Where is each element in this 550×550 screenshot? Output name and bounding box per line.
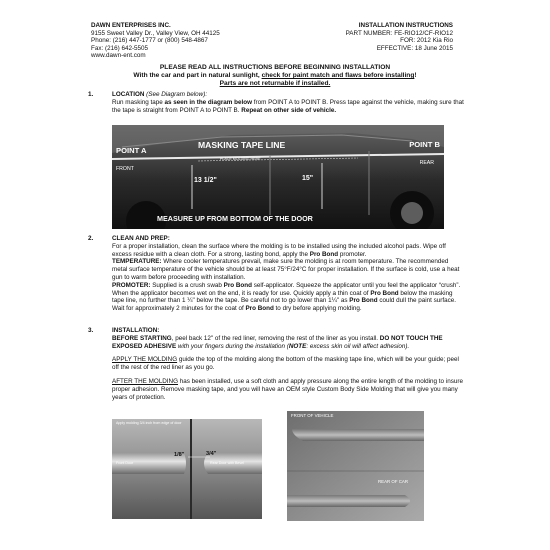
s3-text-d: with your fingers during the installation ( xyxy=(176,342,289,350)
point-a-label: POINT A xyxy=(116,146,147,155)
door-gap-photo xyxy=(112,419,262,519)
section-1-title xyxy=(112,91,464,99)
masking-tape-label: MASKING TAPE LINE xyxy=(198,140,286,150)
company-web[interactable]: www.dawn-ent.com xyxy=(91,52,146,60)
company-phone: Phone: (216) 447-1777 or (800) 548-4867 xyxy=(91,37,208,45)
doc-title: INSTALLATION INSTRUCTIONS xyxy=(358,22,453,29)
notice-line-2a: With the car and part in natural sunlight, xyxy=(133,72,262,79)
s2-text-c: promoter. xyxy=(338,250,367,258)
section-3-para-3 xyxy=(112,378,464,401)
s3-after-text: has been installed, use a soft cloth and apply pressure along the entire length of the molding to insure proper adhesion. Remove masking tape, and you will have an OEM style Custom Body Side Molding that will give you many years of protection. xyxy=(112,377,463,401)
s1-text-a: Run masking tape xyxy=(112,98,165,106)
notice-line-1: PLEASE READ ALL INSTRUCTIONS BEFORE BEGINNING INSTALLATION xyxy=(159,64,391,71)
s3-after-label: AFTER THE MOLDING xyxy=(112,377,179,385)
promoter-b: Pro Bond xyxy=(223,281,252,289)
promoter-c: self-applicator. Squeeze the applicator until you feel the applicator “crush”. When the applicator becomes wet on the end, it is ready for use. Quickly apply a thin coat of xyxy=(112,281,461,297)
rear-door-label: Rear Door with Bevel xyxy=(210,461,244,465)
front-label: FRONT xyxy=(116,166,134,172)
promoter-h: Pro Bond xyxy=(245,305,274,313)
s3-text-c: DO NOT TOUCH THE EXPOSED ADHESIVE xyxy=(112,334,443,350)
section-2-promoter xyxy=(112,282,464,313)
s3-text-f: : excess skin oil will affect adhesion). xyxy=(306,342,410,350)
measure-13-5: 13 1/2" xyxy=(194,177,217,184)
left-photo-caption: Apply molding 3/4 inch from edge of door xyxy=(116,421,182,425)
molding-end-photo xyxy=(287,411,424,521)
rear-label: REAR xyxy=(419,160,434,166)
measure-instruction: MEASURE UP FROM BOTTOM OF THE DOOR xyxy=(157,214,313,223)
promoter-f: Pro Bond xyxy=(349,297,378,305)
molding-end-illustration xyxy=(287,411,424,521)
promoter-a: Supplied is a crush swab xyxy=(150,281,224,289)
place-molding-label: PLACE MOLDING HERE xyxy=(220,157,261,161)
section-1-heading: LOCATION xyxy=(112,91,145,98)
point-b-label: POINT B xyxy=(409,140,440,149)
part-number: PART NUMBER: FE-RIO12/CF-RIO12 xyxy=(345,29,453,37)
section-3-para-2 xyxy=(112,356,464,372)
s1-text-d: Repeat on other side of vehicle. xyxy=(241,106,337,114)
promoter-d: Pro Bond xyxy=(370,289,399,297)
s3-text-e: NOTE xyxy=(288,342,307,350)
s3-text-b: , peel back 12" of the red liner, removing the rest of the liner as you install. xyxy=(171,334,380,342)
s2-text-b: Pro Bond xyxy=(309,250,339,258)
section-2-temperature xyxy=(112,258,464,281)
rear-of-car-label: REAR OF CAR xyxy=(377,479,408,484)
section-2-number: 2. xyxy=(88,235,94,242)
company-name: DAWN ENTERPRISES INC. xyxy=(91,22,171,29)
vehicle-fit: FOR: 2012 Kia Rio xyxy=(400,37,453,45)
temperature-label: TEMPERATURE: xyxy=(112,258,162,266)
section-2 xyxy=(112,235,464,313)
section-1 xyxy=(112,91,464,114)
effective-date: EFFECTIVE: 18 June 2015 xyxy=(376,44,453,52)
notice-line-2b: check for paint match and flaws before installing xyxy=(261,72,415,79)
section-1-heading-note: (See Diagram below): xyxy=(144,91,208,98)
section-2-para-1 xyxy=(112,243,464,259)
promoter-i: to dry before applying molding. xyxy=(273,305,362,313)
s1-text-b: as seen in the diagram below xyxy=(164,98,252,106)
section-3-number: 3. xyxy=(88,327,94,334)
company-fax: Fax: (216) 642-5505 xyxy=(91,44,149,52)
section-1-number: 1. xyxy=(88,91,94,98)
section-3-para-1 xyxy=(112,335,464,351)
company-block xyxy=(91,22,220,60)
front-door-label: Front Door xyxy=(116,461,134,465)
company-address: 9155 Sweet Valley Dr., Valley View, OH 44125 xyxy=(91,29,220,37)
notice-line-2 xyxy=(0,72,550,80)
promoter-label: PROMOTER: xyxy=(112,281,151,289)
section-2-heading: CLEAN AND PREP: xyxy=(112,235,170,242)
s3-apply-label: APPLY THE MOLDING xyxy=(112,356,178,364)
measure-15: 15" xyxy=(302,175,314,182)
section-3-heading: INSTALLATION: xyxy=(112,327,160,334)
gap-three-quarter-label: 3/4" xyxy=(206,451,217,457)
temperature-text: Where cooler temperatures prevail, make sure the molding is at room temperature. The recommended metal surface temperature of the vehicle should be at least 75°F/24°C for proper installation. If the surface is cold, use a heat gun to warm before proceeding with installation. xyxy=(112,258,460,281)
front-of-vehicle-label: FRONT OF VEHICLE xyxy=(291,413,334,418)
location-diagram xyxy=(112,125,444,229)
promoter-g: could dull the paint surface. Wait for approximately 2 minutes for the coat of xyxy=(112,297,457,313)
notice-line-2c: ! xyxy=(414,72,417,79)
notice-line-3: Parts are not returnable if installed. xyxy=(219,80,331,87)
s1-text-c: from POINT A to POINT B. Press tape against the vehicle, making sure that the tape is straight from POINT A to POINT B. xyxy=(112,98,464,114)
s3-text-a: BEFORE STARTING xyxy=(112,334,172,342)
s3-apply-text: guide the top of the molding along the bottom of the masking tape line, which will be your guide; peel off the rest of the red liner as you go. xyxy=(112,356,459,372)
s2-text-a: For a proper installation, clean the surface where the molding is to be installed using the included alcohol pads. Wipe off excess residue with a clean cloth. For a strong, lasting bond, apply the xyxy=(112,242,446,258)
section-1-text xyxy=(112,99,464,115)
doc-info-block xyxy=(346,22,453,52)
door-gap-illustration xyxy=(112,419,262,519)
promoter-e: below the masking tape line, no further than 1 ¼" below the tape. Be careful not to go lower than 1¼" as xyxy=(112,289,453,305)
gap-eighth-label: 1/8" xyxy=(174,452,185,458)
section-3 xyxy=(112,327,464,401)
